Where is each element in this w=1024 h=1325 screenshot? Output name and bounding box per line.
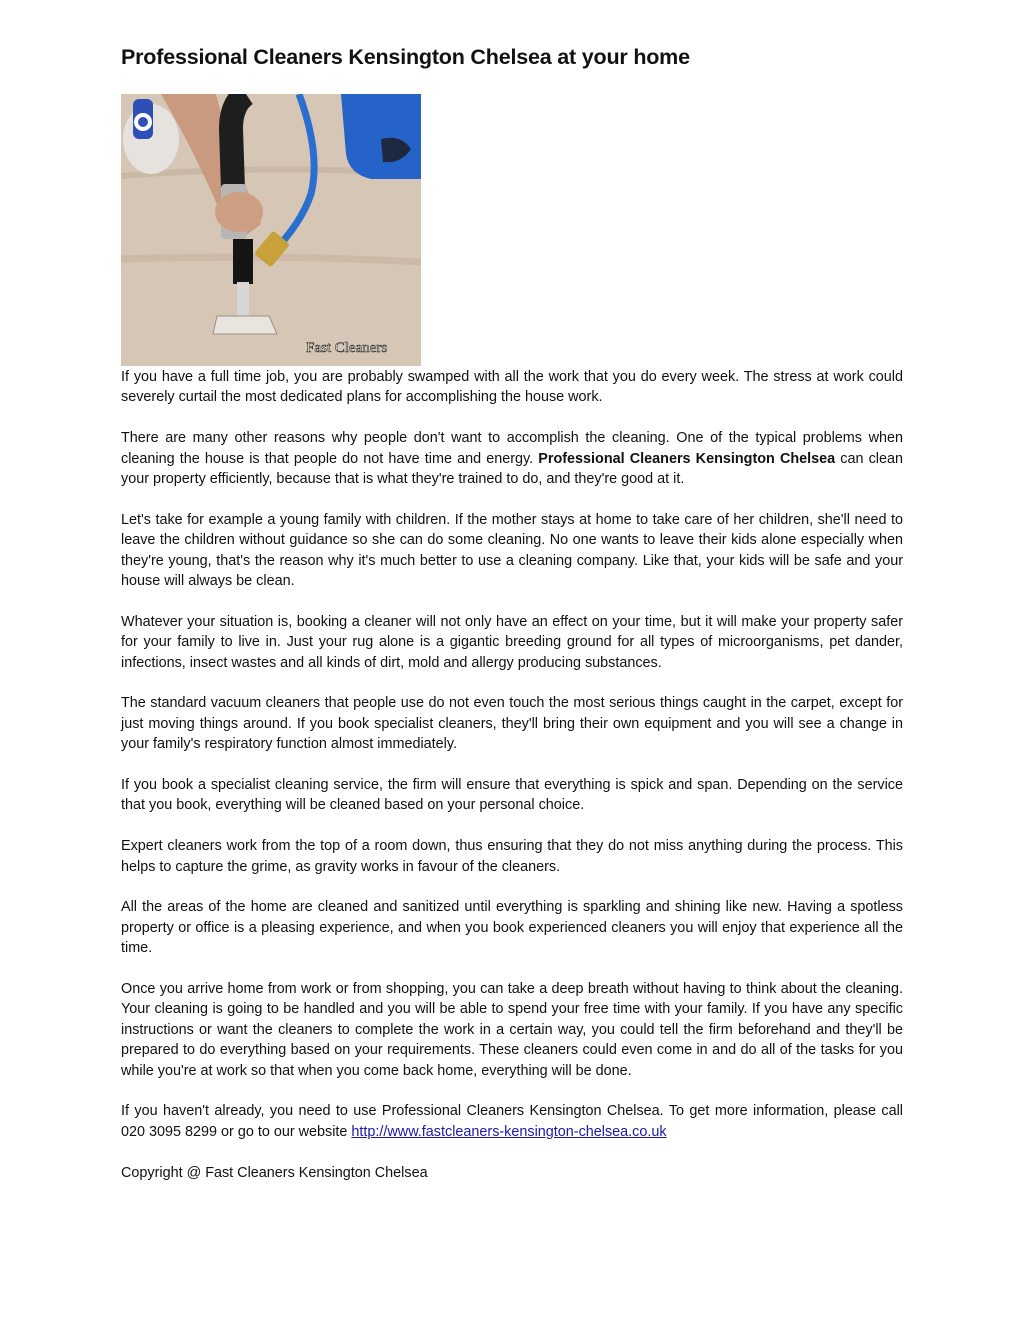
- paragraph-2-text-start: There are many other reasons why people don't want to accomplish the cleaning. One of the typical problems when cleaning the house is that people do not have time and energy.: [121, 430, 903, 467]
- paragraph-3: Let's take for example a young family with children. If the mother stays at home to take care of her children, she'll need to leave the children without guidance so she can do some cleaning. No one wants to leave their kids alone especially when they're young, that's the reason why it's much better to use a cleaning company. Like that, your kids will be safe and your house will always be clean.: [121, 511, 903, 590]
- paragraph-5: The standard vacuum cleaners that people use do not even touch the most serious things caught in the carpet, except for just moving things around. If you book specialist cleaners, they'll bring their own equipment and you will see a change in your family's respiratory function almost immediately.: [121, 695, 903, 753]
- paragraph-9: Once you arrive home from work or from shopping, you can take a deep breath without having to think about the cleaning. Your cleaning is going to be handled and you will be able to spend your free time with your family. If you have any specific instructions or want the cleaners to complete the work in a certain way, you could tell the firm beforehand and they'll be prepared to do everything based on your requirements. These cleaners could even come in and do all of the tasks for you while you're at work so that when you come back home, everything will be done.: [121, 981, 903, 1079]
- paragraph-2-text-end: can clean your property efficiently, because that is what they're trained to do, and they're good at it.: [121, 450, 903, 488]
- contact-text: If you haven't already, you need to use Professional Cleaners Kensington Chelsea. To get more information, please call 020 3095 8299 or go to our website: [121, 1103, 903, 1140]
- photo-watermark: Fast Cleaners: [306, 340, 388, 356]
- paragraph-6: If you book a specialist cleaning service, the firm will ensure that everything is spick and span. Depending on the service that you book, everything will be cleaned based on your personal choice.: [121, 777, 903, 814]
- carpet-cleaning-photo: [121, 94, 421, 366]
- paragraph-1: If you have a full time job, you are probably swamped with all the work that you do every week. The stress at work could severely curtail the most dedicated plans for accomplishing the house work.: [121, 369, 903, 406]
- page-title: Professional Cleaners Kensington Chelsea at your home: [121, 45, 690, 69]
- paragraph-contact: [121, 1101, 903, 1142]
- paragraph-4: Whatever your situation is, booking a cleaner will not only have an effect on your time, but it will make your property safer for your family to live in. Just your rug alone is a gigantic breeding ground for all types of microorganisms, pet dander, infections, insect wastes and all kinds of dirt, mold and allergy producing substances.: [121, 613, 903, 671]
- company-name-bold: Professional Cleaners Kensington Chelsea: [538, 450, 836, 467]
- photo-illustration: [121, 94, 421, 366]
- paragraph-2: [121, 428, 903, 489]
- website-link[interactable]: http://www.fastcleaners-kensington-chelsea.co.uk: [351, 1123, 667, 1140]
- paragraph-8: All the areas of the home are cleaned and sanitized until everything is sparkling and shining like new. Having a spotless property or office is a pleasing experience, and when you book experienced cleaners you will enjoy that experience all the time.: [121, 899, 903, 957]
- copyright-notice: Copyright @ Fast Cleaners Kensington Chelsea: [121, 1164, 428, 1181]
- paragraph-7: Expert cleaners work from the top of a room down, thus ensuring that they do not miss anything during the process. This helps to capture the grime, as gravity works in favour of the cleaners.: [121, 838, 903, 875]
- article-body: [121, 367, 903, 1203]
